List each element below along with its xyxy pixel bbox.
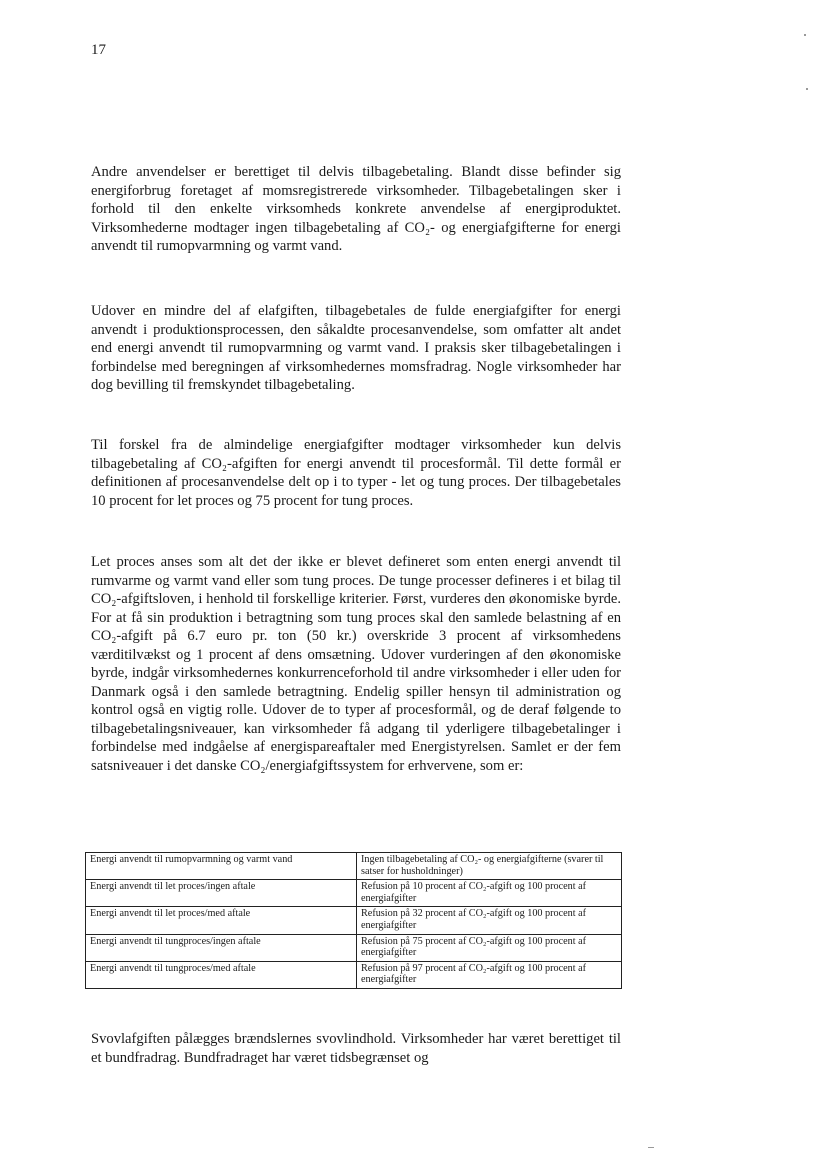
table-cell-use: Energi anvendt til let proces/ingen aftale bbox=[86, 880, 357, 907]
table-cell-refund: Refusion på 32 procent af CO₂-afgift og 100 procent af energiafgifter bbox=[357, 907, 622, 934]
scan-speck bbox=[648, 1147, 654, 1148]
table-row bbox=[86, 853, 622, 880]
scan-speck bbox=[804, 34, 806, 36]
table-cell-refund: Refusion på 75 procent af CO₂-afgift og 100 procent af energiafgifter bbox=[357, 934, 622, 961]
table-row bbox=[86, 934, 622, 961]
table-cell-use: Energi anvendt til rumopvarmning og varmt vand bbox=[86, 853, 357, 880]
table-cell-use: Energi anvendt til tungproces/med aftale bbox=[86, 961, 357, 988]
table-cell-refund: Refusion på 97 procent af CO₂-afgift og 100 procent af energiafgifter bbox=[357, 961, 622, 988]
paragraph-energy-tax-refund: Udover en mindre del af elafgiften, tilbagebetales de fulde energiafgifter for energi anvendt i produktionsprocessen, den såkaldte procesanvendelse, som omfatter alt andet end energi anvendt til rumopvarmning og varmt vand. I praksis sker tilbagebetalingen i forbindelse med beregningen af virksomhedernes momsfradrag. Nogle virksomheder har dog bevilling til fremskyndet tilbagebetaling. bbox=[91, 303, 621, 393]
table-cell-use: Energi anvendt til tungproces/ingen aftale bbox=[86, 934, 357, 961]
refund-rates-table bbox=[85, 852, 622, 989]
table-cell-refund: Refusion på 10 procent af CO₂-afgift og 100 procent af energiafgifter bbox=[357, 880, 622, 907]
paragraph-sulfur-tax: Svovlafgiften pålægges brændslernes svovlindhold. Virksomheder har været berettiget til et bundfradrag. Bundfradraget har været tidsbegrænset og bbox=[91, 1031, 621, 1066]
table-row bbox=[86, 961, 622, 988]
table-cell-refund: Ingen tilbagebetaling af CO₂- og energiafgifterne (svarer til satser for husholdninger) bbox=[357, 853, 622, 880]
page-number: 17 bbox=[91, 42, 106, 58]
paragraph-co2-process-refund: Til forskel fra de almindelige energiafgifter modtager virksomheder kun delvis tilbagebetaling af CO₂-afgiften for energi anvendt til procesformål. Til dette formål er definitionen af procesanvendelse delt op i to typer - let og tung proces. Der tilbagebetales 10 procent for let proces og 75 procent for tung proces. bbox=[91, 437, 621, 509]
paragraph-partial-refund: Andre anvendelser er berettiget til delvis tilbagebetaling. Blandt disse befinder sig energiforbrug foretaget af momsregistrerede virksomheder. Tilbagebetalingen sker i forhold til den enkelte virksomheds konkrete anvendelse af energiproduktet. Virksomhederne modtager ingen tilbagebetaling af CO₂- og energiafgifterne for energi anvendt til rumopvarmning og varmt vand. bbox=[91, 164, 621, 254]
scan-speck bbox=[806, 88, 808, 90]
table-row bbox=[86, 907, 622, 934]
paragraph-light-heavy-process: Let proces anses som alt det der ikke er blevet defineret som enten energi anvendt til rumvarme og varmt vand eller som tung proces. De tunge processer defineres i et bilag til CO₂-afgiftsloven, i henhold til forskellige kriterier. Først, vurderes den økonomiske byrde. For at få sin produktion i betragtning som tung proces skal den samlede belastning af en CO₂-afgift på 6.7 euro pr. ton (50 kr.) overskride 3 procent af virksomhedens værditilvækst og 1 procent af dens omsætning. Udover vurderingen af den økonomiske byrde, indgår virksomhedernes konkurrenceforhold til andre virksomheder i eller uden for Danmark også i den samlede betragtning. Endelig spiller hensyn til administration og kontrol også en vigtig rolle. Udover de to typer af procesformål, og de deraf følgende to tilbagebetalingsniveauer, kan virksomheder få adgang til yderligere tilbagebetalinger i forbindelse med indgåelse af energispareaftaler med Energistyrelsen. Samlet er der fem satsniveauer i det danske CO₂/energiafgiftssystem for erhvervene, som er: bbox=[91, 554, 621, 774]
table-row bbox=[86, 880, 622, 907]
table-cell-use: Energi anvendt til let proces/med aftale bbox=[86, 907, 357, 934]
